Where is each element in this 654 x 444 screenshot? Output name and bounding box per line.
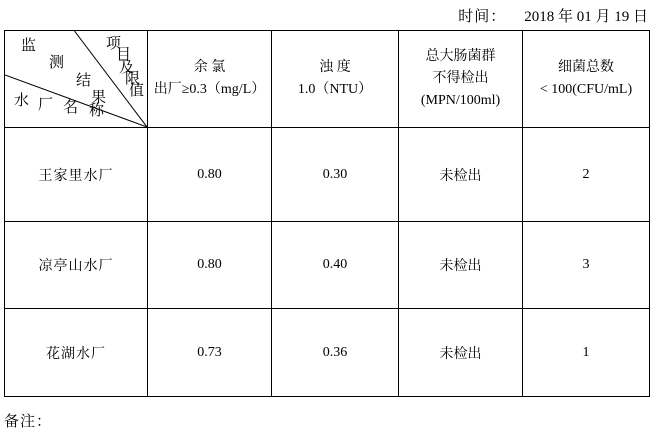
corner-item-limit-char: 值: [129, 83, 145, 99]
col-header-title: 浊 度: [319, 60, 351, 75]
corner-plant-name-char: 厂: [38, 97, 54, 113]
corner-item-limit-char: 及: [119, 60, 135, 76]
col-header-title: 余 氯: [193, 60, 226, 75]
plant-name-cell: 王家里水厂: [5, 128, 148, 222]
corner-item-limit-char: 目: [116, 47, 132, 63]
value-cell-turbidity: 0.36: [272, 309, 399, 397]
col-header-limit: 不得检出: [432, 71, 489, 86]
col-header-bacteria-count: [523, 31, 650, 128]
corner-plant-name-char: 名: [63, 100, 79, 116]
time-value: 2018 年 01 月 19 日: [524, 9, 648, 25]
col-header-limit: < 100(CFU/mL): [539, 82, 633, 97]
corner-plant-name-char: 称: [89, 103, 105, 119]
value-cell-bacteria: 1: [523, 309, 650, 397]
col-header-unit: (MPN/100ml): [420, 93, 501, 108]
corner-monitoring-result-char: 结: [76, 73, 92, 89]
col-header-limit: 出厂≥0.3（mg/L）: [153, 82, 266, 97]
col-header-turbidity: [272, 31, 399, 128]
corner-monitoring-result-char: 测: [49, 55, 65, 71]
value-cell-coliform: 未检出: [399, 309, 523, 397]
water-quality-table: [4, 30, 650, 397]
value-cell-coliform: 未检出: [399, 128, 523, 222]
timestamp: [458, 5, 648, 26]
corner-header-cell: [5, 31, 148, 128]
col-header-limit: 1.0（NTU）: [297, 82, 373, 97]
time-label: 时间：: [458, 9, 507, 25]
value-cell-turbidity: 0.40: [272, 222, 399, 309]
remarks-label: 备注：: [4, 414, 53, 430]
col-header-title: 细菌总数: [558, 60, 614, 75]
corner-monitoring-result-char: 果: [91, 90, 107, 106]
corner-item-limit-char: 限: [125, 71, 141, 87]
col-header-total-coliform: [399, 31, 523, 128]
table-row: [5, 128, 650, 222]
corner-plant-name-char: 水: [14, 93, 30, 109]
corner-item-limit-char: 项: [106, 36, 122, 52]
value-cell-chlorine: 0.73: [148, 309, 272, 397]
value-cell-turbidity: 0.30: [272, 128, 399, 222]
plant-name-cell: 凉亭山水厂: [5, 222, 148, 309]
col-header-title: 总大肠菌群: [425, 49, 496, 64]
col-header-residual-chlorine: [148, 31, 272, 128]
table-row: [5, 309, 650, 397]
value-cell-coliform: 未检出: [399, 222, 523, 309]
value-cell-bacteria: 3: [523, 222, 650, 309]
corner-monitoring-result-char: 监: [21, 38, 37, 54]
value-cell-bacteria: 2: [523, 128, 650, 222]
value-cell-chlorine: 0.80: [148, 128, 272, 222]
table-row: [5, 222, 650, 309]
plant-name-cell: 花湖水厂: [5, 309, 148, 397]
value-cell-chlorine: 0.80: [148, 222, 272, 309]
